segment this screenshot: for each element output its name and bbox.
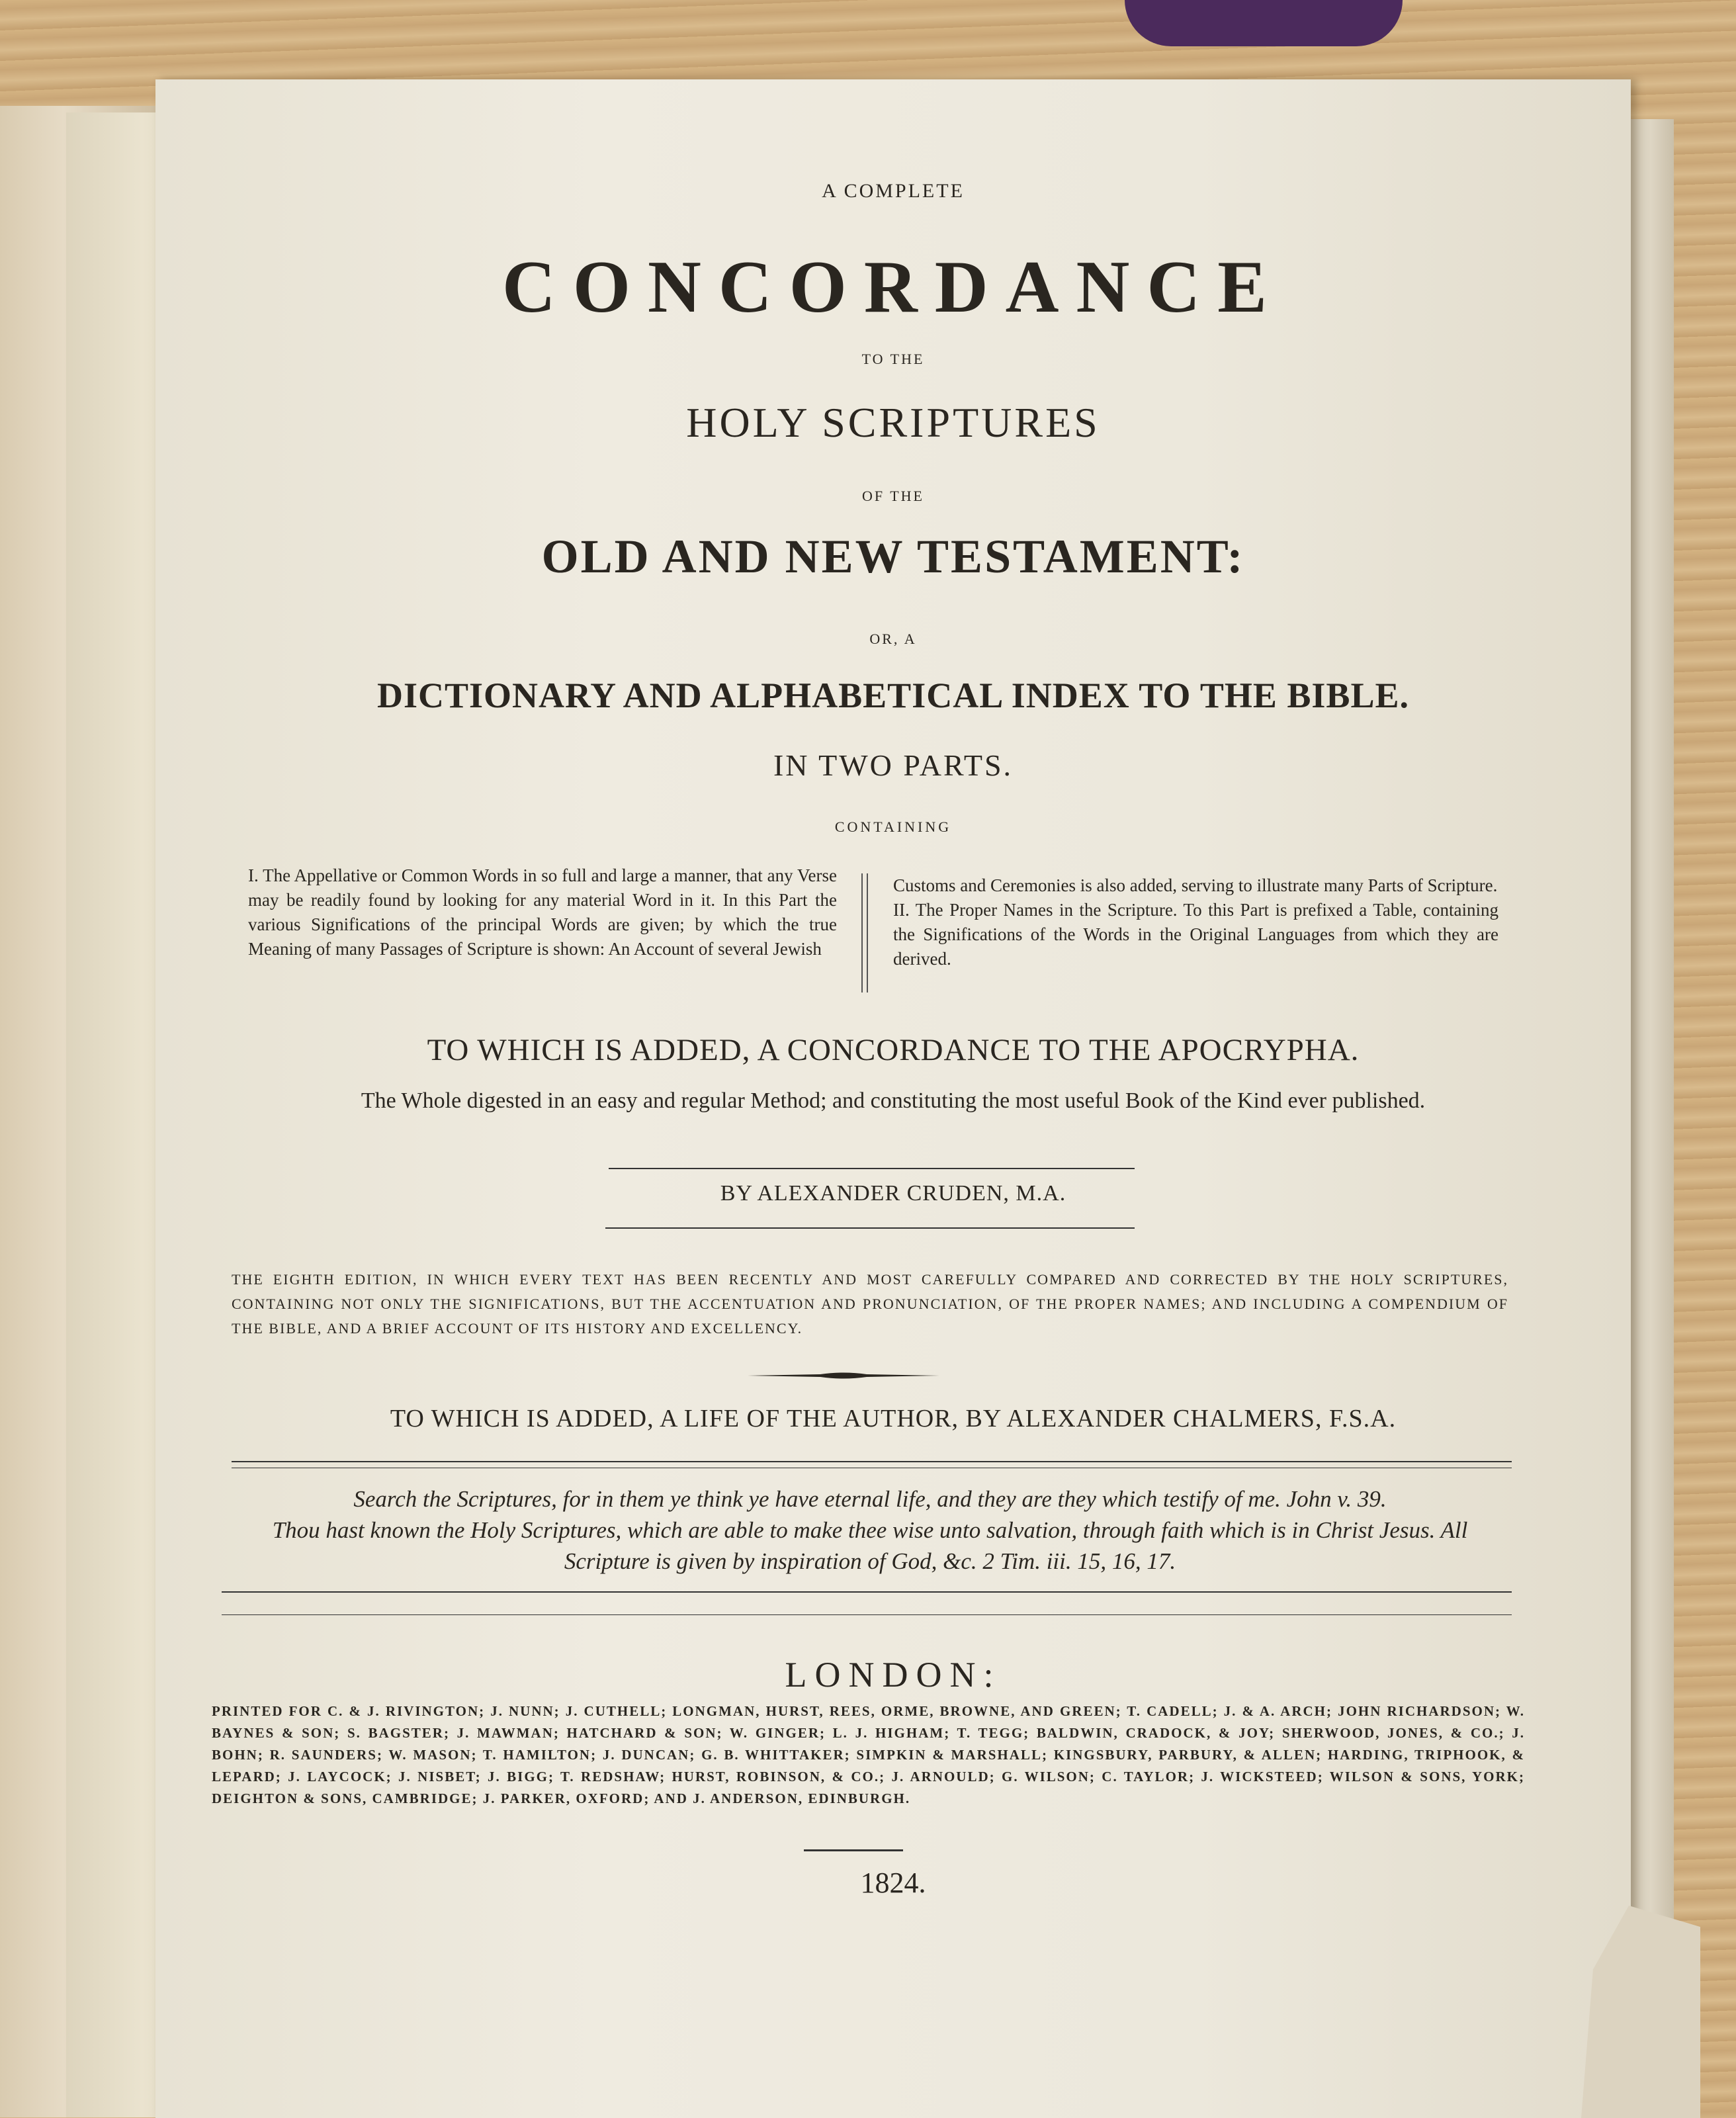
quote-rule-bottom-2 <box>222 1614 1512 1615</box>
to-the-label: TO THE <box>861 351 925 367</box>
old-new-testament-heading: OLD AND NEW TESTAMENT: <box>541 530 1245 583</box>
column-divider <box>861 873 868 993</box>
holy-scriptures-heading: HOLY SCRIPTURES <box>686 399 1100 446</box>
publication-year: 1824. <box>860 1867 926 1899</box>
part-two-column <box>893 873 1498 971</box>
whole-digested-line: The Whole digested in an easy and regular Method; and constituting the most useful Book of the Kind ever published. <box>361 1088 1426 1113</box>
quote-line-2: Thou hast known the Holy Scriptures, which are able to make thee wise unto salvation, through faith which is in Christ Jesus. All <box>272 1517 1468 1543</box>
purple-object <box>1125 0 1403 46</box>
london-imprint: LONDON: <box>785 1655 1002 1695</box>
dictionary-subtitle: DICTIONARY AND ALPHABETICAL INDEX TO THE BIBLE. <box>376 676 1409 715</box>
ornament-rule <box>748 1371 939 1380</box>
quote-line-3: Scripture is given by inspiration of God, &c. 2 Tim. iii. 15, 16, 17. <box>564 1548 1176 1574</box>
part-one-continued: Customs and Ceremonies is also added, serving to illustrate many Parts of Scripture. <box>893 875 1498 895</box>
edition-statement: THE EIGHTH EDITION, IN WHICH EVERY TEXT HAS BEEN RECENTLY AND MOST CAREFULLY COMPARED AND CORRECTED BY THE HOLY SCRIPTURES, CONTAINING NOT ONLY THE SIGNIFICATIONS, BUT THE ACCENTUATION AND PRONUNCIATION, OF THE PROPER NAMES; AND INCLUDING A COMPENDIUM OF THE BIBLE, AND A BRIEF ACCOUNT OF ITS HISTORY AND EXCELLENCY. <box>232 1271 1508 1337</box>
or-a-label: OR, A <box>869 631 917 647</box>
of-the-label: OF THE <box>862 488 924 504</box>
year-rule <box>804 1849 903 1851</box>
scripture-quote <box>212 1483 1528 1577</box>
part-one-description: I. The Appellative or Common Words in so full and large a manner, that any Verse may be readily found by looking for any material Word in it. In this Part the various Significations of the principal Words are given; by which the true Meaning of many Passages of Scripture is shown: An Account of several Jewish <box>248 865 837 959</box>
author-line: BY ALEXANDER CRUDEN, M.A. <box>720 1181 1066 1206</box>
quote-rule-bottom-1 <box>222 1591 1512 1593</box>
printers-list: PRINTED FOR C. & J. RIVINGTON; J. NUNN; J. CUTHELL; LONGMAN, HURST, REES, ORME, BROWNE, AND GREEN; T. CADELL; J. & A. ARCH; JOHN RICHARDSON; W. BAYNES & SON; S. BAGSTER; J. MAWMAN; HATCHARD & SON; W. GINGER; L. J. HIGHAM; T. TEGG; BALDWIN, CRADOCK, & JOY; SHERWOOD, JONES, & CO.; J. BOHN; R. SAUNDERS; W. MASON; T. HAMILTON; J. DUNCAN; G. B. WHITTAKER; SIMPKIN & MARSHALL; KINGSBURY, PARBURY, & ALLEN; HARDING, TRIPHOOK, & LEPARD; J. LAYCOCK; J. NISBET; J. BIGG; T. REDSHAW; HURST, ROBINSON, & CO.; J. ARNOULD; G. WILSON; C. TAYLOR; J. WICKSTEED; WILSON & SONS, YORK; DEIGHTON & SONS, CAMBRIDGE; J. PARKER, OXFORD; AND J. ANDERSON, EDINBURGH. <box>212 1703 1525 1806</box>
quote-line-1: Search the Scriptures, for in them ye think ye have eternal life, and they are they which testify of me. John v. 39. <box>353 1486 1387 1512</box>
a-complete-label: A COMPLETE <box>822 180 965 202</box>
quote-rule-top-1 <box>232 1461 1512 1462</box>
author-rule-top <box>609 1168 1135 1169</box>
page-edges <box>1628 119 1674 2104</box>
apocrypha-heading: TO WHICH IS ADDED, A CONCORDANCE TO THE APOCRYPHA. <box>427 1033 1360 1067</box>
containing-label: CONTAINING <box>834 818 952 835</box>
part-two-description: II. The Proper Names in the Scripture. To this Part is prefixed a Table, containing the Significations of the Words in the Original Languages from which they are derived. <box>893 900 1498 969</box>
two-parts-label: IN TWO PARTS. <box>773 748 1014 782</box>
concordance-title: CONCORDANCE <box>502 246 1284 328</box>
life-of-author-line: TO WHICH IS ADDED, A LIFE OF THE AUTHOR, BY ALEXANDER CHALMERS, F.S.A. <box>390 1405 1397 1433</box>
author-rule-bottom <box>605 1227 1135 1229</box>
